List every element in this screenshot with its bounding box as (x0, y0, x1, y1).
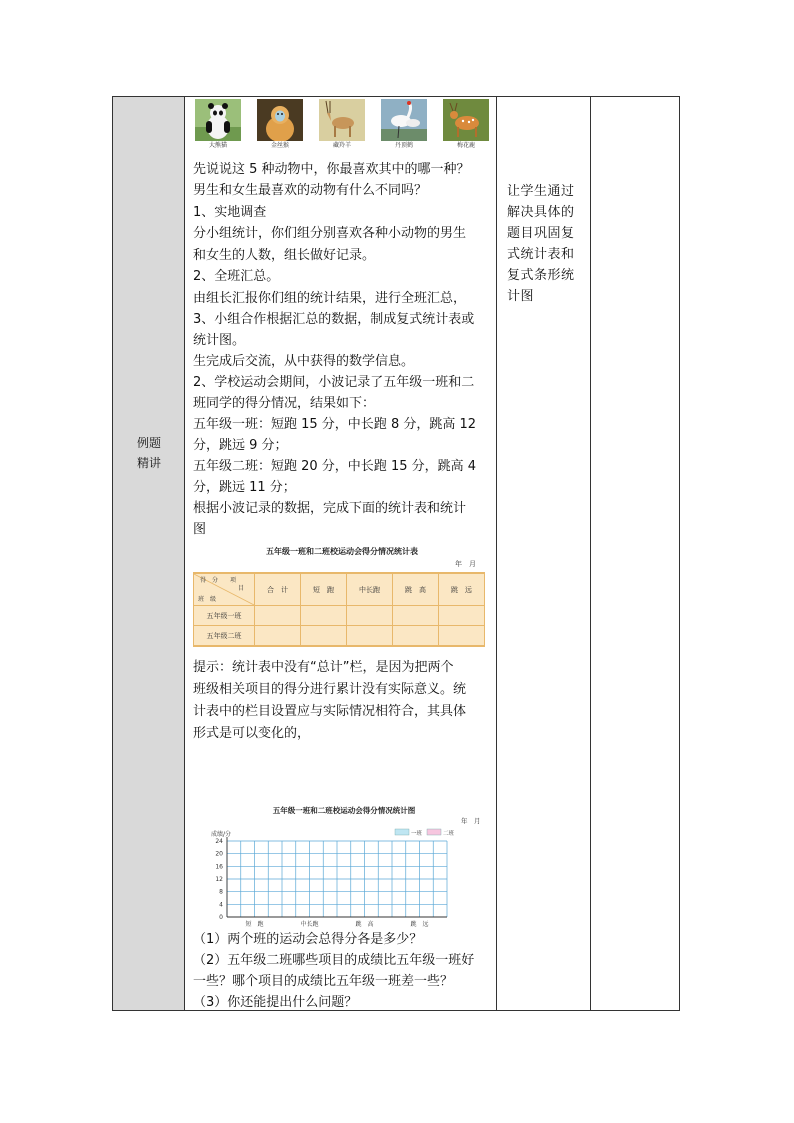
stat-row-header: 五年级二班 (194, 626, 255, 647)
x-category-label: 短 跑 (245, 921, 264, 928)
stat-table-date: 年 月 (455, 560, 476, 568)
y-tick-label: 24 (215, 838, 223, 845)
animal-antelope (319, 99, 365, 151)
stat-col-header: 跳 远 (439, 573, 485, 606)
text-line: 3、小组合作根据汇总的数据，制成复式统计表或 (193, 312, 475, 327)
y-tick-label: 20 (215, 850, 223, 858)
stat-col-header: 合 计 (255, 573, 301, 606)
text-line: 图 (193, 522, 207, 537)
text-line: 2、学校运动会期间，小波记录了五年级一班和二 (193, 375, 475, 390)
x-category-label: 跳 高 (355, 921, 374, 928)
stat-cell (255, 606, 301, 626)
text-line: 五年级二班：短跑 20 分，中长跑 15 分，跳高 4 (193, 459, 477, 474)
golden-monkey-photo-icon (257, 99, 303, 141)
question-line: （2）五年级二班哪些项目的成绩比五年级一班好 (193, 953, 475, 968)
text-line: 统计图。 (193, 333, 246, 348)
content-cell (185, 97, 497, 1010)
animal-caption: 梅花鹿 (456, 142, 475, 149)
text-line: 男生和女生最喜欢的动物有什么不同吗？ (193, 183, 428, 198)
animal-caption: 藏羚羊 (332, 142, 351, 149)
text-line: 分，跳远 11 分； (193, 480, 296, 495)
stat-cell (347, 606, 393, 626)
stat-table-row (194, 626, 485, 647)
stat-table-title: 五年级一班和二班校运动会得分情况统计表 (266, 547, 418, 556)
stat-cell (347, 626, 393, 647)
x-category-label: 中长跑 (300, 921, 319, 928)
legend-label: 一班 (411, 831, 423, 837)
y-tick-label: 4 (219, 901, 223, 909)
y-tick-label: 12 (215, 876, 223, 883)
stat-table (193, 572, 485, 647)
text-line: 根据小波记录的数据，完成下面的统计表和统计 (193, 501, 467, 516)
antelope-photo-icon (319, 99, 365, 141)
stat-cell (439, 606, 485, 626)
hint-line: 班级相关项目的得分进行累计没有实际意义。统 (193, 682, 467, 697)
question-line: （3）你还能提出什么问题？ (193, 995, 358, 1010)
legend-swatch (427, 829, 441, 835)
chart-date: 年 月 (461, 817, 481, 825)
legend-swatch (395, 829, 409, 835)
deer-photo-icon (443, 99, 489, 141)
corner-label-bottom: 班 级 (198, 596, 217, 603)
animal-caption: 丹顶鹤 (394, 142, 413, 149)
animal-monkey (257, 99, 303, 151)
x-category-label: 跳 远 (410, 921, 429, 928)
stat-cell (393, 606, 439, 626)
animal-photo-row (193, 99, 493, 153)
y-tick-label: 16 (215, 863, 223, 871)
corner-label-mid: 目 (238, 585, 245, 592)
text-line: 五年级一班：短跑 15 分，中长跑 8 分，跳高 12 (193, 417, 477, 432)
hint-line: 提示：统计表中没有“总计”栏，是因为把两个 (193, 660, 454, 675)
chart-title: 五年级一班和二班校运动会得分情况统计图 (272, 806, 416, 815)
bar-chart (199, 805, 489, 930)
lesson-table (112, 96, 680, 1011)
section-label-line2: 精讲 (136, 456, 161, 470)
text-line: 2、全班汇总。 (193, 269, 280, 284)
stat-table-row (194, 606, 485, 626)
stat-cell (301, 626, 347, 647)
text-line: 班同学的得分情况，结果如下： (193, 396, 376, 411)
intent-cell (497, 97, 591, 1010)
stat-col-header: 跳 高 (393, 573, 439, 606)
text-line: 由组长汇报你们组的统计结果，进行全班汇总， (193, 291, 467, 306)
stat-col-header: 短 跑 (301, 573, 347, 606)
panda-photo-icon (195, 99, 241, 141)
animal-caption: 大熊猫 (208, 142, 227, 149)
notes-cell (591, 97, 681, 1010)
hint-line: 形式是可以变化的， (193, 726, 311, 741)
animal-deer (443, 99, 489, 151)
corner-label-top: 得 分 项 (200, 577, 237, 584)
chart-y-label: 成绩/分 (211, 831, 232, 838)
text-line: 1、实地调查 (193, 205, 267, 220)
animal-caption: 金丝猴 (270, 142, 289, 149)
hint-line: 计表中的栏目设置应与实际情况相符合，其具体 (193, 704, 467, 719)
stat-table-header-row (194, 573, 485, 606)
text-line: 先说说这 5 种动物中，你最喜欢其中的哪一种？ (193, 162, 470, 177)
stat-col-header: 中长跑 (347, 573, 393, 606)
y-tick-label: 0 (219, 914, 223, 921)
text-line: 和女生的人数，组长做好记录。 (193, 248, 376, 263)
stat-cell (301, 606, 347, 626)
text-line: 生完成后交流，从中获得的数学信息。 (193, 354, 415, 369)
stat-cell (393, 626, 439, 647)
section-label-cell (113, 97, 185, 1010)
stat-table-corner (194, 573, 255, 606)
section-label-line1: 例题 (136, 436, 161, 450)
text-line: 分，跳远 9 分； (193, 438, 288, 453)
stat-cell (439, 626, 485, 647)
animal-crane (381, 99, 427, 151)
crane-photo-icon (381, 99, 427, 141)
question-line: （1）两个班的运动会总得分各是多少？ (193, 932, 423, 947)
legend-label: 二班 (443, 831, 455, 837)
stat-row-header: 五年级一班 (194, 606, 255, 626)
question-line: 一些？哪个项目的成绩比五年级一班差一些？ (193, 974, 454, 989)
intent-text: 让学生通过解决具体的题目巩固复式统计表和复式条形统计图 (507, 184, 575, 304)
stat-cell (255, 626, 301, 647)
text-line: 分小组统计，你们组分别喜欢各种小动物的男生 (193, 226, 467, 241)
animal-panda (195, 99, 241, 151)
y-tick-label: 8 (219, 888, 223, 896)
